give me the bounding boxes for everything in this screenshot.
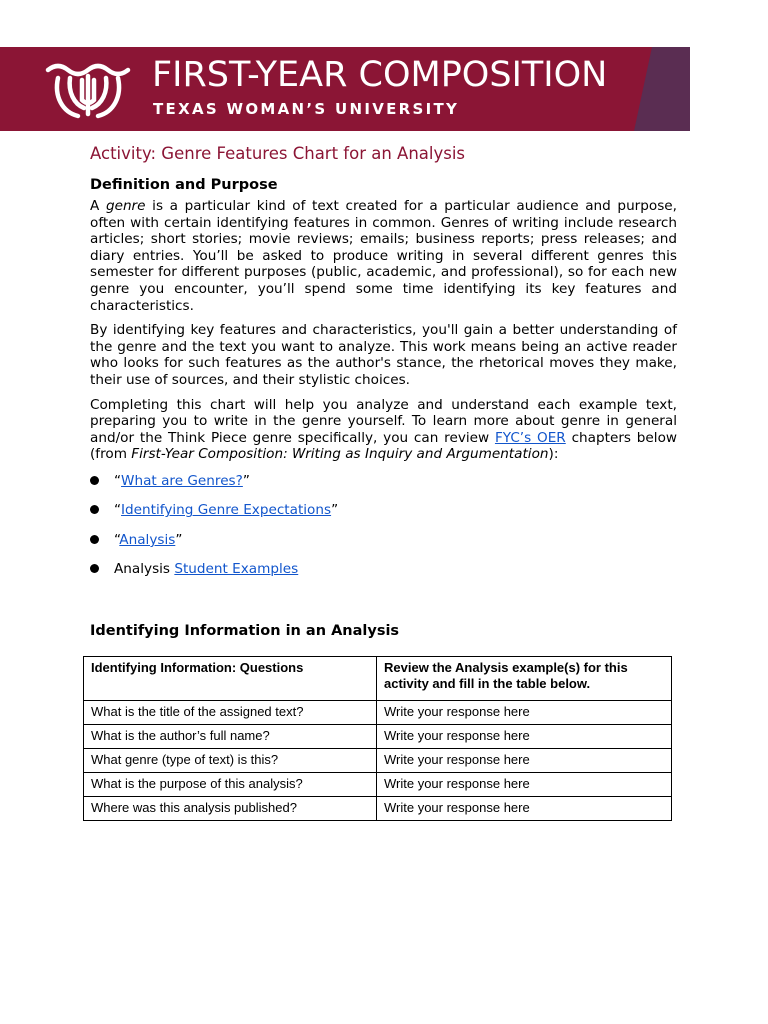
link-what-are-genres[interactable]: What are Genres? xyxy=(121,472,243,489)
list-item: “Identifying Genre Expectations” xyxy=(114,500,677,530)
list-item: “Analysis” xyxy=(114,530,677,560)
list-item: “What are Genres?” xyxy=(114,471,677,501)
question-cell: What is the author’s full name? xyxy=(84,725,377,749)
list-item: Analysis Student Examples xyxy=(114,559,677,589)
bullet-icon xyxy=(90,564,99,573)
link-identifying-genre-expectations[interactable]: Identifying Genre Expectations xyxy=(121,502,332,519)
p3-text-b: chapters below (from xyxy=(90,429,677,463)
header-questions: Identifying Information: Questions xyxy=(84,657,377,701)
response-cell[interactable]: Write your response here xyxy=(377,773,672,797)
question-cell: What is the purpose of this analysis? xyxy=(84,773,377,797)
identifying-info-table xyxy=(83,656,672,821)
p3-text-c: ): xyxy=(548,446,559,463)
definition-paragraph-3 xyxy=(90,397,677,463)
table-row xyxy=(84,749,672,773)
activity-title: Activity: Genre Features Chart for an Analysis xyxy=(90,144,466,163)
identifying-heading: Identifying Information in an Analysis xyxy=(90,622,400,639)
table-row xyxy=(84,701,672,725)
banner-title: FIRST-YEAR COMPOSITION xyxy=(152,55,608,95)
response-cell[interactable]: Write your response here xyxy=(377,701,672,725)
question-cell: Where was this analysis published? xyxy=(84,797,377,821)
header-review: Review the Analysis example(s) for this activity and fill in the table below. xyxy=(377,657,672,701)
response-cell[interactable]: Write your response here xyxy=(377,749,672,773)
table-row xyxy=(84,773,672,797)
link-student-examples[interactable]: Student Examples xyxy=(174,561,299,578)
p3-text-a: Completing this chart will help you analyze and understand each example text, preparing you to write in the genre yourself. To learn more about genre in general and/or the Think Piece genre specifically, you can review xyxy=(90,396,677,446)
definition-heading: Definition and Purpose xyxy=(90,177,278,193)
link-analysis[interactable]: Analysis xyxy=(119,531,176,548)
chapter-links-list xyxy=(90,471,677,589)
definition-paragraph-1 xyxy=(90,198,677,314)
fyc-oer-link[interactable]: FYC’s OER xyxy=(494,429,566,446)
table-header-row xyxy=(84,657,672,701)
response-cell[interactable]: Write your response here xyxy=(377,797,672,821)
document-body xyxy=(90,142,677,647)
bullet-icon xyxy=(90,476,99,485)
table-row xyxy=(84,725,672,749)
definition-paragraph-2: By identifying key features and characteristics, you'll gain a better understanding of the genre and the text you want to analyze. This work means being an active reader who looks for such features as the author's stance, the rhetorical moves they make, their use of sources, and their stylistic choices. xyxy=(90,322,677,388)
p3-book-title: First-Year Composition: Writing as Inquiry and Argumentation xyxy=(131,446,549,463)
p1-rest: is a particular kind of text created for a particular audience and purpose, often with certain identifying features in common. Genres of writing include research articles; short stories; movie reviews; emails; business reports; press releases; and diary entries. You’ll be asked to produce writing in several different genres this semester for different purposes (public, academic, and professional), so for each new genre you encounter, you’ll spend some time identifying its key features and characteristics. xyxy=(90,198,677,314)
bullet-icon xyxy=(90,535,99,544)
question-cell: What is the title of the assigned text? xyxy=(84,701,377,725)
table-row xyxy=(84,797,672,821)
twu-logo-icon xyxy=(44,56,132,122)
banner-subtitle: TEXAS WOMAN’S UNIVERSITY xyxy=(153,100,460,118)
response-cell[interactable]: Write your response here xyxy=(377,725,672,749)
question-cell: What genre (type of text) is this? xyxy=(84,749,377,773)
bullet-icon xyxy=(90,505,99,514)
p1-lead: A xyxy=(90,198,106,214)
p1-genre-term: genre xyxy=(105,198,146,214)
